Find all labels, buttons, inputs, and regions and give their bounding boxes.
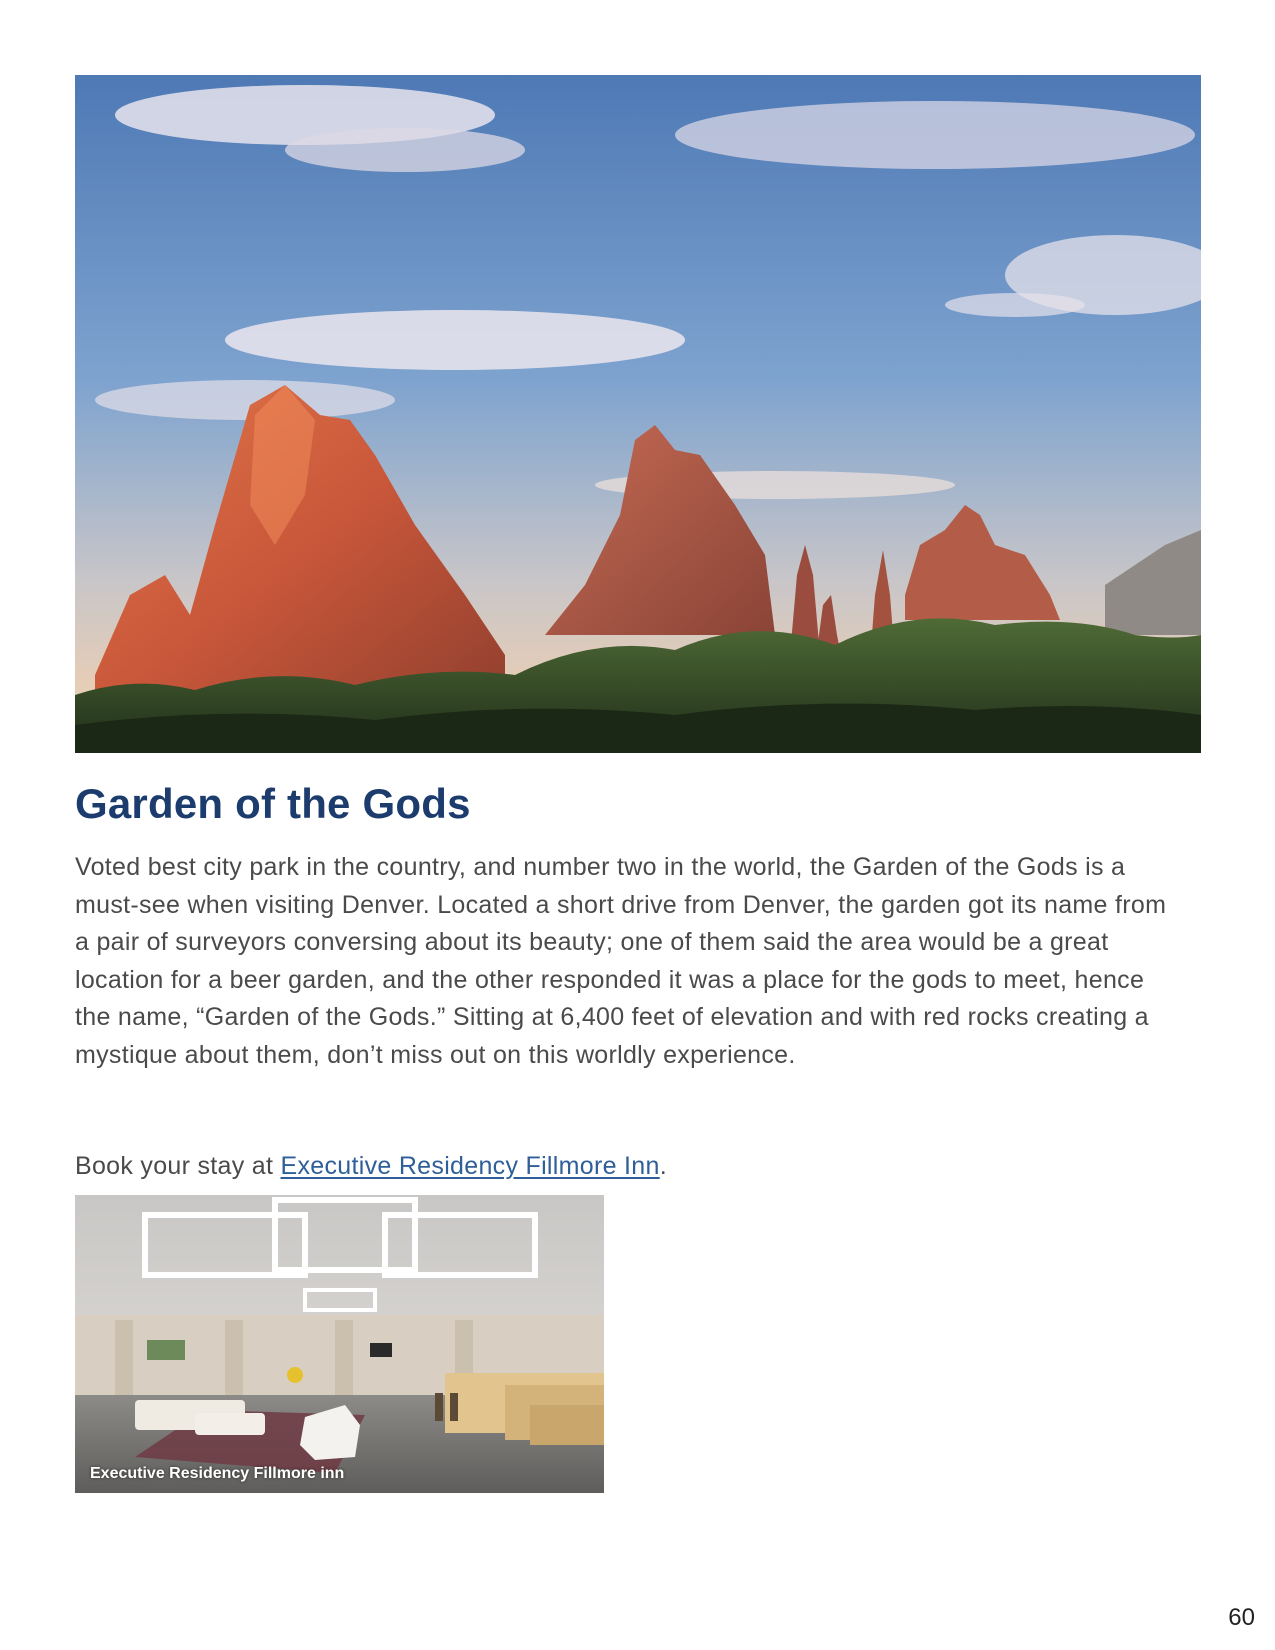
booking-prefix: Book your stay at (75, 1152, 281, 1180)
garden-of-the-gods-photo (75, 75, 1201, 753)
hotel-lobby-photo[interactable] (75, 1195, 604, 1493)
hotel-booking-link[interactable]: Executive Residency Fillmore Inn (280, 1152, 660, 1180)
hotel-photo-caption: Executive Residency Fillmore inn (90, 1465, 345, 1482)
page-number: 60 (1228, 1604, 1255, 1631)
page-title: Garden of the Gods (75, 780, 471, 827)
booking-line (75, 1148, 667, 1185)
description-paragraph: Voted best city park in the country, and number two in the world, the Garden of the Gods is a must-see when visiting Denver. Located a short drive from Denver, the garden got its name from a pair of surveyors conversing about its beauty; one of them said the area would be a great location for a beer garden, and the other responded it was a place for the gods to meet, hence the name, “Garden of the Gods.” Sitting at 6,400 feet of elevation and with red rocks creating a mystique about them, don’t miss out on this worldly experience. (75, 853, 1167, 1069)
booking-suffix: . (659, 1152, 667, 1180)
